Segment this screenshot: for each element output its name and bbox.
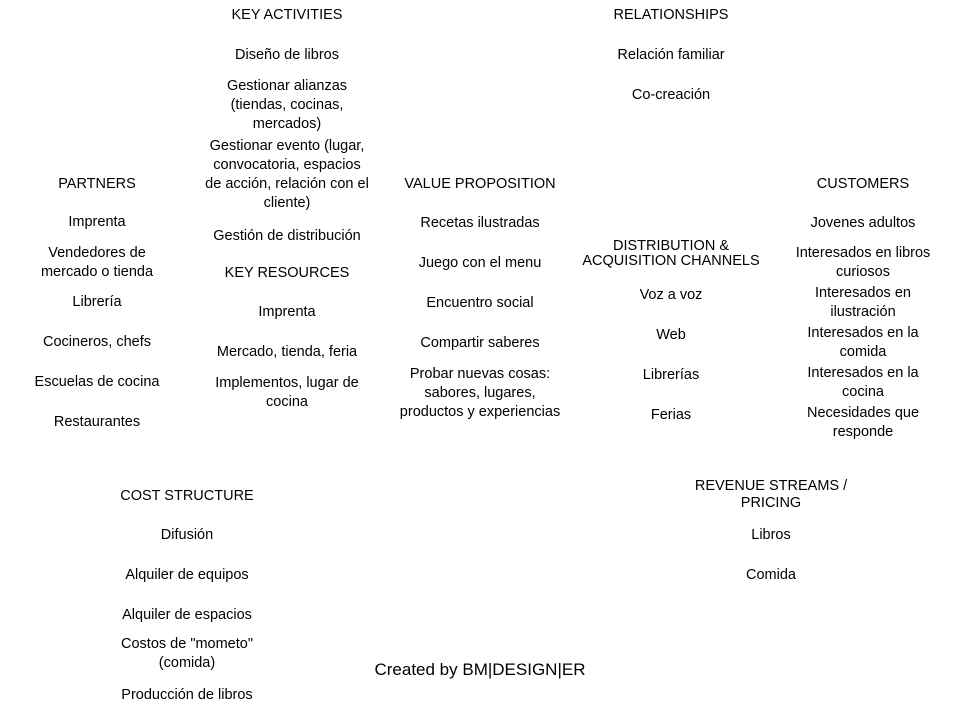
list-item: Imprenta bbox=[258, 304, 316, 320]
list-item: Web bbox=[656, 327, 686, 343]
relationships-header: RELATIONSHIPS bbox=[613, 7, 729, 23]
key-activities-header: KEY ACTIVITIES bbox=[231, 7, 343, 23]
list-item: Escuelas de cocina bbox=[34, 374, 160, 390]
list-item: Comida bbox=[746, 567, 796, 583]
list-item: Juego con el menu bbox=[418, 255, 542, 271]
list-item: Compartir saberes bbox=[420, 335, 540, 351]
partners-header: PARTNERS bbox=[58, 176, 136, 192]
list-item: Vendedores de mercado o tienda bbox=[40, 245, 154, 280]
cost-structure-section bbox=[92, 480, 282, 720]
footer-credit: Created by BM|DESIGN|ER bbox=[374, 660, 586, 679]
list-item: Cocineros, chefs bbox=[43, 334, 151, 350]
distribution-header-line1: DISTRIBUTION & bbox=[612, 238, 729, 254]
list-item: Imprenta bbox=[68, 214, 126, 230]
list-item: Necesidades que responde bbox=[806, 405, 920, 440]
list-item: Ferias bbox=[650, 407, 692, 423]
list-item: Interesados en la cocina bbox=[807, 365, 919, 400]
revenue-streams-section bbox=[676, 470, 866, 590]
list-item: Interesados en libros curiosos bbox=[795, 245, 931, 280]
list-item: Gestión de distribución bbox=[213, 228, 361, 244]
list-item: Alquiler de espacios bbox=[122, 607, 252, 623]
list-item: Probar nuevas cosas: sabores, lugares, productos y experiencias bbox=[399, 366, 561, 420]
customers-header: CUSTOMERS bbox=[816, 176, 910, 192]
list-item: Mercado, tienda, feria bbox=[216, 344, 358, 360]
list-item: Jovenes adultos bbox=[810, 215, 916, 231]
list-item: Gestionar evento (lugar, convocatoria, espacios de acción, relación con el cliente) bbox=[205, 138, 369, 211]
list-item: Difusión bbox=[160, 527, 214, 543]
revenue-header-line2: PRICING bbox=[740, 495, 802, 511]
list-item: Encuentro social bbox=[426, 295, 534, 311]
list-item: Libros bbox=[751, 527, 791, 543]
value-proposition-section bbox=[385, 170, 575, 450]
distribution-section bbox=[576, 230, 766, 430]
list-item: Interesados en ilustración bbox=[815, 285, 911, 320]
distribution-header-line2: ACQUISITION CHANNELS bbox=[582, 253, 760, 269]
value-proposition-header: VALUE PROPOSITION bbox=[404, 176, 556, 192]
relationships-section bbox=[576, 0, 766, 110]
key-activities-section bbox=[192, 0, 382, 250]
list-item: Voz a voz bbox=[639, 287, 703, 303]
list-item: Interesados en la comida bbox=[807, 325, 919, 360]
key-resources-header: KEY RESOURCES bbox=[224, 265, 350, 281]
cost-structure-header: COST STRUCTURE bbox=[120, 488, 254, 504]
list-item: Librería bbox=[72, 294, 122, 310]
list-item: Co-creación bbox=[631, 87, 711, 103]
list-item: Producción de libros bbox=[121, 687, 253, 703]
list-item: Alquiler de equipos bbox=[125, 567, 249, 583]
list-item: Diseño de libros bbox=[235, 47, 339, 63]
customers-section bbox=[768, 170, 958, 450]
list-item: Relación familiar bbox=[617, 47, 725, 63]
key-resources-section bbox=[192, 260, 382, 420]
list-item: Costos de "mometo" (comida) bbox=[121, 636, 253, 671]
list-item: Gestionar alianzas (tiendas, cocinas, mercados) bbox=[226, 78, 348, 132]
list-item: Restaurantes bbox=[53, 414, 141, 430]
revenue-header-line1: REVENUE STREAMS / bbox=[694, 478, 848, 494]
list-item: Implementos, lugar de cocina bbox=[215, 375, 359, 410]
list-item: Recetas ilustradas bbox=[420, 215, 540, 231]
list-item: Librerías bbox=[642, 367, 700, 383]
partners-section bbox=[2, 170, 192, 440]
